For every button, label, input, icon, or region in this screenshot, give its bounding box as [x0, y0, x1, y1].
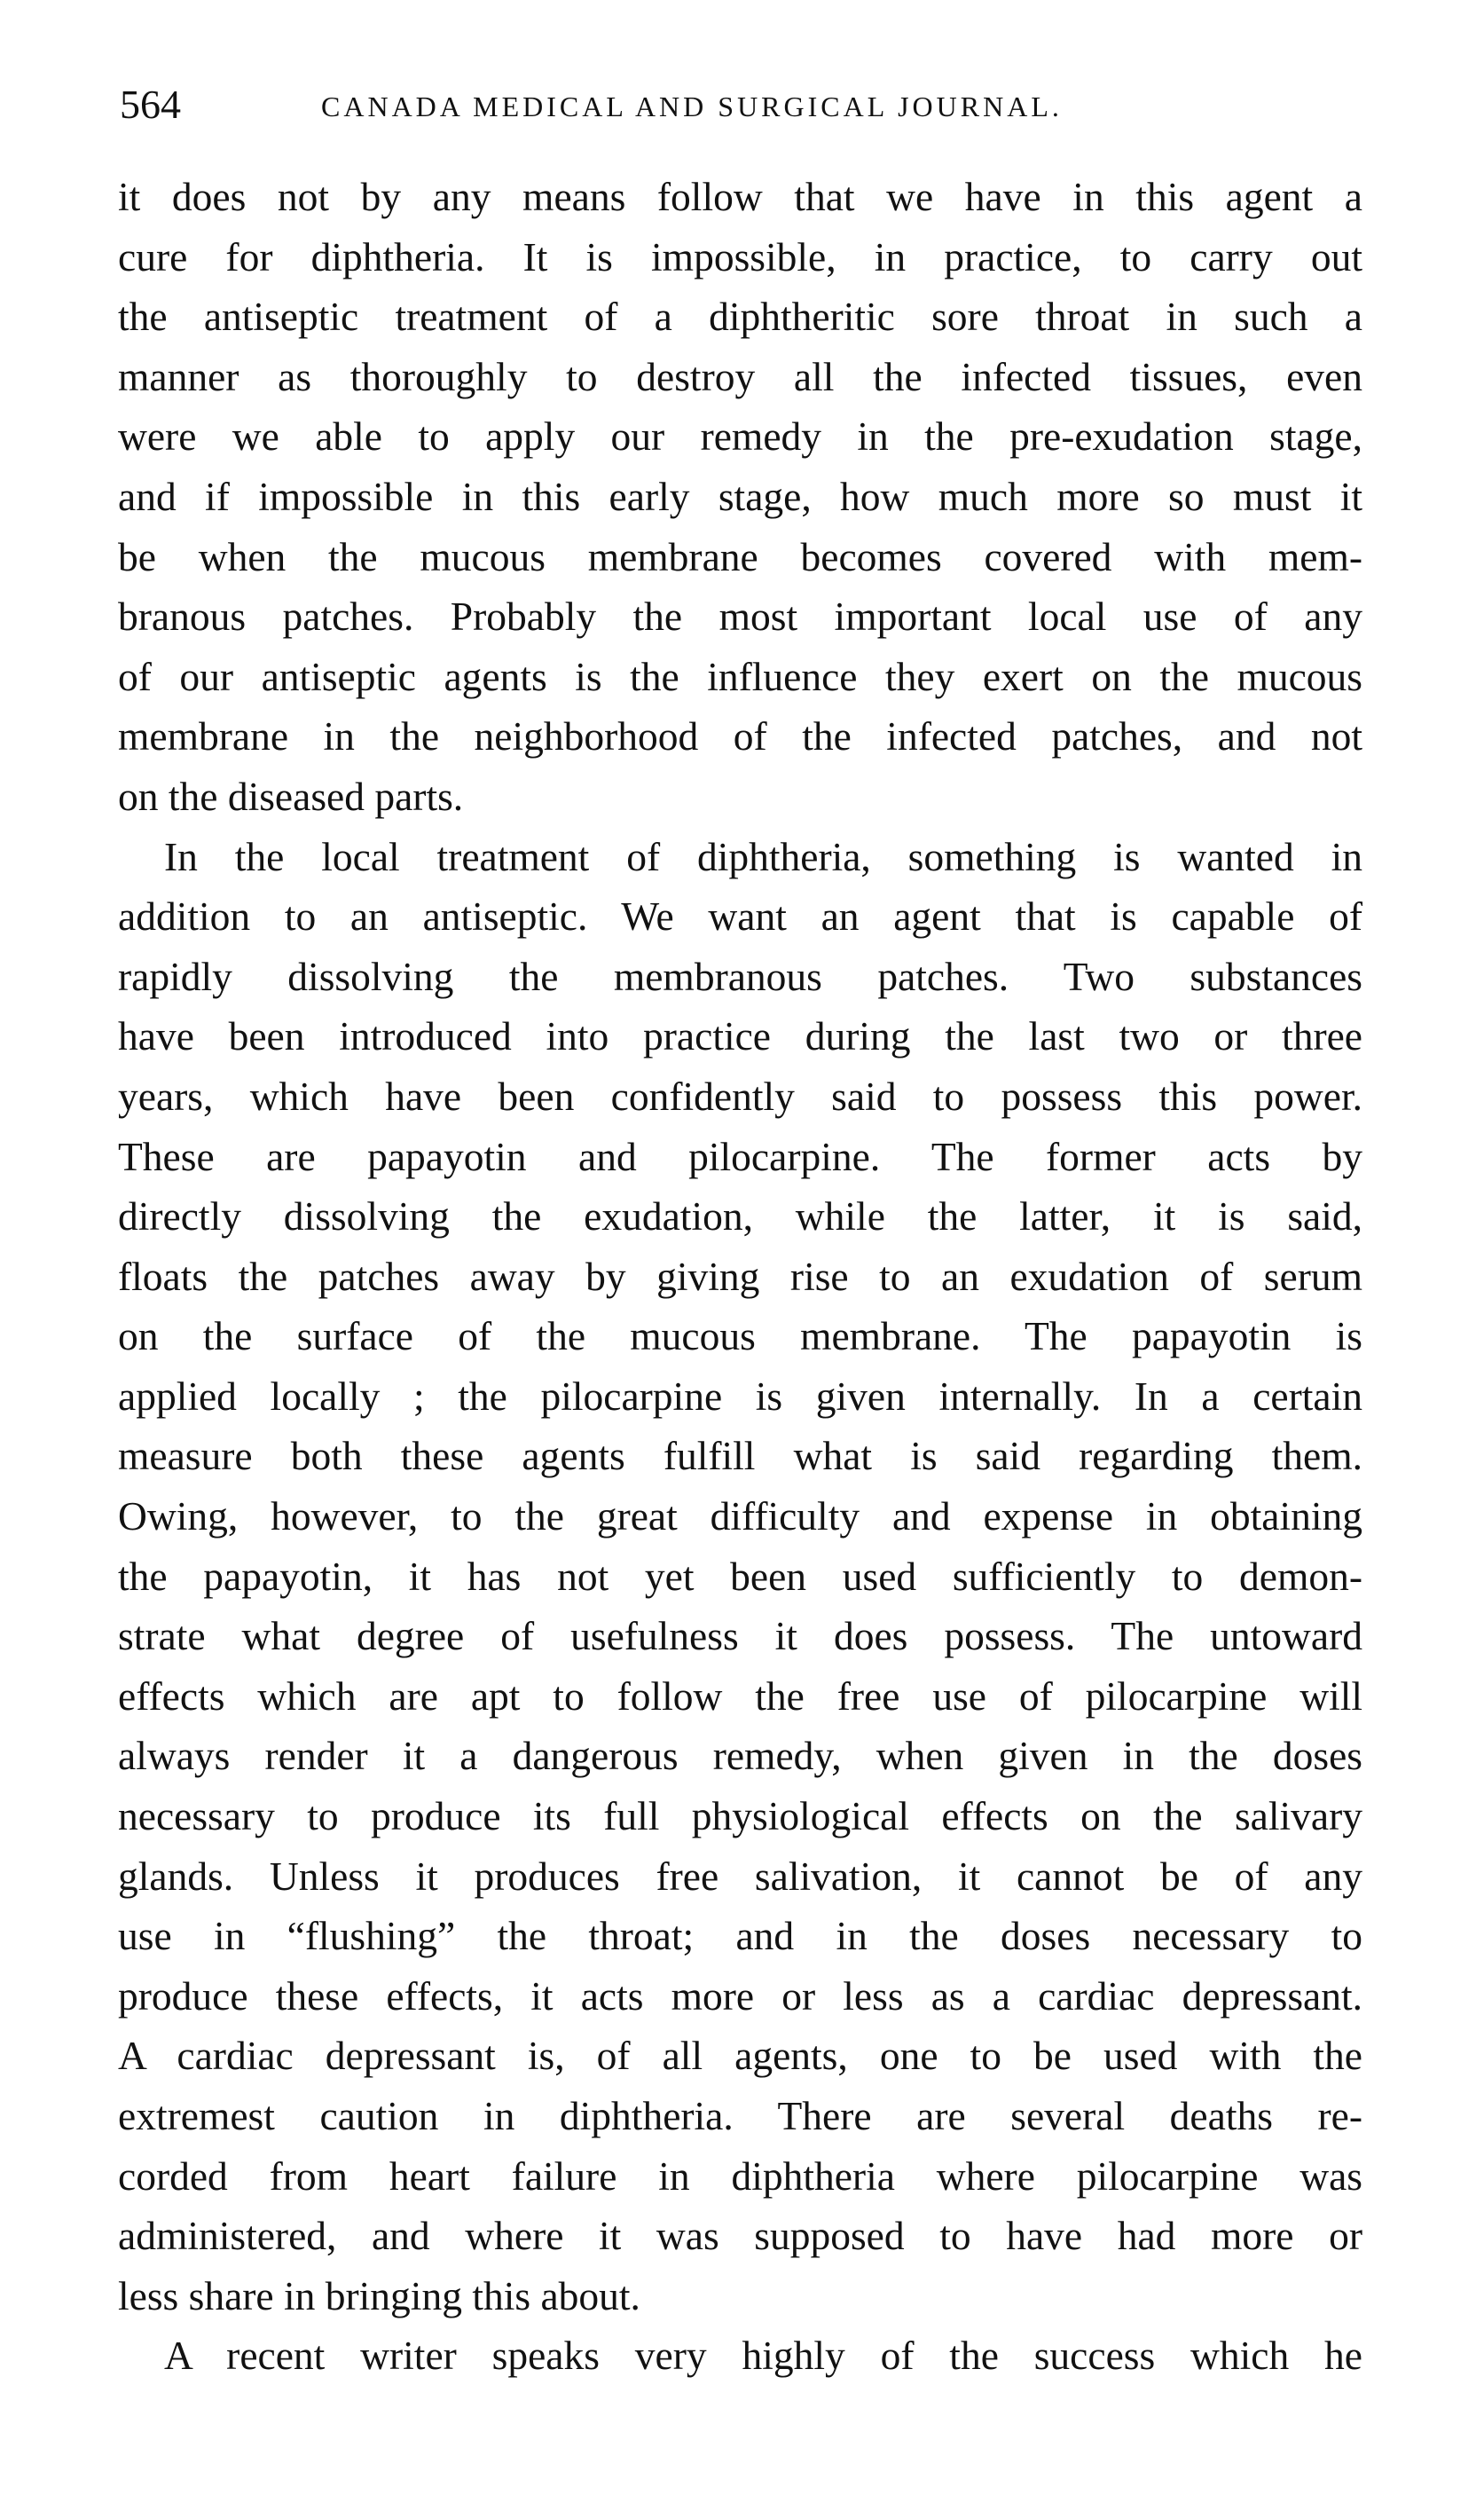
text-line: Owing, however, to the great difficulty and expense in obtaining: [118, 1493, 1362, 1539]
text-line: less share in bringing this about.: [118, 2272, 640, 2318]
text-line: In the local treatment of diphtheria, something is wanted in: [164, 833, 1362, 879]
text-line: necessary to produce its full physiological effects on the salivary: [118, 1793, 1362, 1839]
text-line: of our antiseptic agents is the influence they exert on the mucous: [118, 653, 1362, 699]
text-line: on the diseased parts.: [118, 773, 464, 819]
paragraph-1: [118, 167, 1362, 827]
text-line: These are papayotin and pilocarpine. The former acts by: [118, 1133, 1362, 1179]
text-line: years, which have been confidently said to possess this power.: [118, 1073, 1362, 1119]
text-line: be when the mucous membrane becomes covered with mem-: [118, 533, 1362, 579]
running-head: CANADA MEDICAL AND SURGICAL JOURNAL.: [321, 91, 1063, 122]
text-line: floats the patches away by giving rise to an exudation of serum: [118, 1253, 1362, 1299]
body-text: [118, 167, 1362, 2386]
text-line: and if impossible in this early stage, how much more so must it: [118, 473, 1362, 519]
text-line: manner as thoroughly to destroy all the infected tissues, even: [118, 353, 1362, 399]
text-line: the papayotin, it has not yet been used sufficiently to demon-: [118, 1553, 1362, 1599]
text-line: glands. Unless it produces free salivation, it cannot be of any: [118, 1853, 1362, 1899]
text-line: administered, and where it was supposed to have had more or: [118, 2213, 1362, 2259]
text-line: were we able to apply our remedy in the pre-exudation stage,: [118, 413, 1362, 460]
text-line: strate what degree of usefulness it does possess. The untoward: [118, 1613, 1362, 1659]
text-line: corded from heart failure in diphtheria where pilocarpine was: [118, 2153, 1362, 2199]
text-line: on the surface of the mucous membrane. The papayotin is: [118, 1313, 1362, 1359]
paragraph-2: [118, 827, 1362, 2326]
text-line: directly dissolving the exudation, while the latter, it is said,: [118, 1193, 1362, 1240]
text-line: addition to an antiseptic. We want an agent that is capable of: [118, 893, 1362, 940]
text-line: branous patches. Probably the most important local use of any: [118, 594, 1362, 640]
text-line: extremest caution in diphtheria. There are several deaths re-: [118, 2093, 1362, 2138]
text-line: have been introduced into practice during the last two or three: [118, 1013, 1362, 1059]
text-line: always render it a dangerous remedy, when given in the doses: [118, 1733, 1362, 1779]
text-line: membrane in the neighborhood of the infected patches, and not: [118, 713, 1362, 760]
text-line: measure both these agents fulfill what is said regarding them.: [118, 1433, 1362, 1479]
text-line: it does not by any means follow that we have in this agent a: [118, 174, 1362, 219]
text-line: cure for diphtheria. It is impossible, in practice, to carry out: [118, 233, 1362, 279]
text-line: use in “flushing” the throat; and in the doses necessary to: [118, 1913, 1362, 1959]
text-line: applied locally ; the pilocarpine is given internally. In a certain: [118, 1373, 1362, 1419]
text-line: rapidly dissolving the membranous patches. Two substances: [118, 953, 1362, 999]
text-line: A cardiac depressant is, of all agents, one to be used with the: [118, 2033, 1362, 2079]
text-line: the antiseptic treatment of a diphtheritic sore throat in such a: [118, 294, 1362, 340]
text-line: produce these effects, it acts more or less as a cardiac depressant.: [118, 1972, 1362, 2019]
page-header: [120, 78, 1362, 131]
paragraph-3: [118, 2326, 1362, 2386]
text-line: A recent writer speaks very highly of the success which he: [164, 2333, 1362, 2379]
text-line: effects which are apt to follow the free use of pilocarpine will: [118, 1673, 1362, 1719]
page-number: 564: [120, 82, 181, 127]
